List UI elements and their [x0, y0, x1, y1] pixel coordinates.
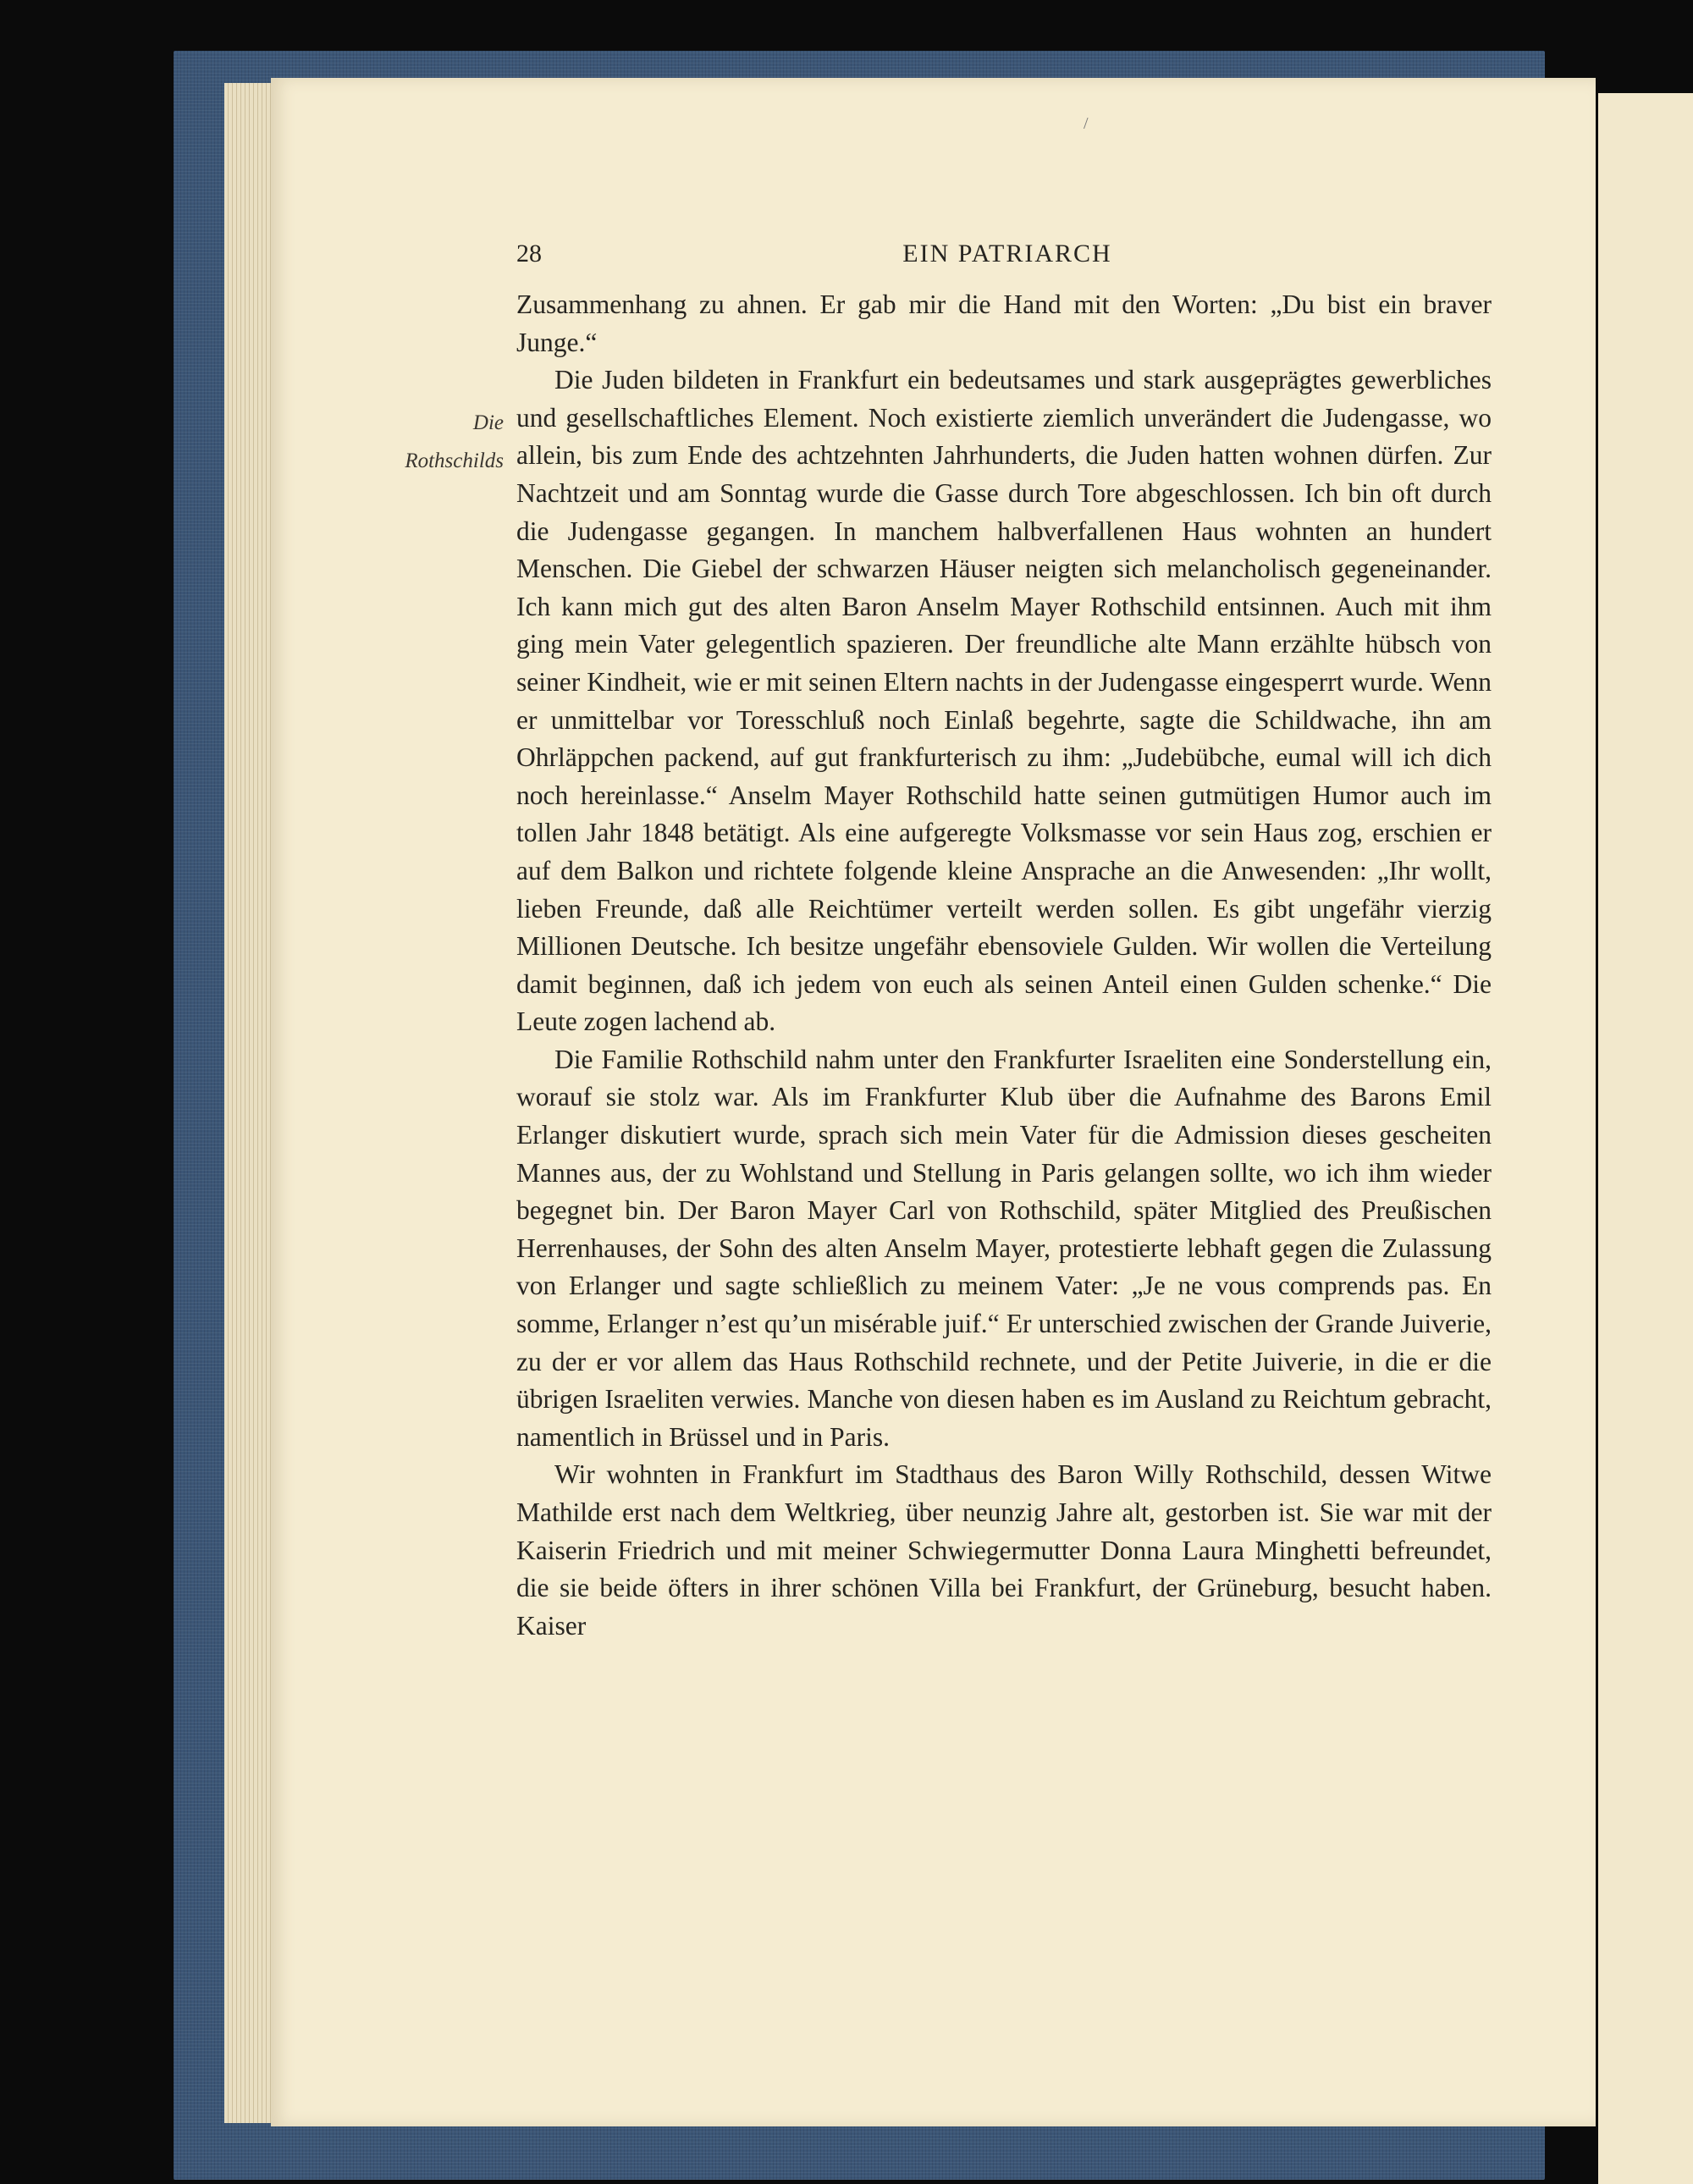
marginal-note [372, 405, 504, 480]
page-header [516, 240, 1498, 273]
body-text [516, 286, 1492, 1645]
paragraph: Zusammenhang zu ahnen. Er gab mir die Hand mit den Worten: „Du bist ein braver Junge.“ [516, 290, 1492, 357]
page-edges [224, 83, 275, 2123]
marginal-note-line: Die [472, 411, 504, 434]
paragraph: Die Familie Rothschild nahm unter den Frankfurter Israeliten eine Sonderstellung ein, worauf sie stolz war. Als im Frankfurter Klub über die Aufnahme des Barons Emil Erlanger diskutiert wurde, sprach sich mein Vater für die Admission dieses gescheiten Mannes aus, der zu Wohlstand und Stellung in Paris gelangen sollte, wo ich ihm wieder begegnet bin. Der Baron Mayer Carl von Rothschild, später Mitglied des Preußischen Herrenhauses, der Sohn des alten Anselm Mayer, protestierte lebhaft gegen die Zulassung von Erlanger und sagte schließlich zu meinem Vater: „Je ne vous comprends pas. En somme, Erlanger n’est qu’un misérable juif.“ Er unterschied zwischen der Grande Juiverie, zu der er vor allem das Haus Rothschild rechnete, und der Petite Juiverie, in die er die übrigen Israeliten verwies. Manche von diesen haben es im Ausland zu Reichtum gebracht, namentlich in Brüssel und in Paris. [516, 1044, 1492, 1452]
page-number: 28 [516, 240, 542, 267]
facing-page-edge [1598, 93, 1693, 2184]
paragraph: Wir wohnten in Frankfurt im Stadthaus des Baron Willy Rothschild, dessen Witwe Mathilde erst nach dem Weltkrieg, über neunzig Jahre alt, gestorben ist. Sie war mit der Kaiserin Friedrich und mit meiner Schwiegermutter Donna Laura Minghetti befreundet, die sie beide öfters in ihrer schönen Villa bei Frankfurt, der Grüneburg, besucht haben. Kaiser [516, 1459, 1492, 1641]
paragraph: Die Juden bildeten in Frankfurt ein bedeutsames und stark ausgeprägtes gewerbliches und gesellschaftliches Element. Noch existierte ziemlich unverändert die Judengasse, wo allein, bis zum Ende des achtzehnten Jahrhunderts, die Juden hatten wohnen dürfen. Zur Nachtzeit und am Sonntag wurde die Gasse durch Tore abgeschlossen. Ich bin oft durch die Judengasse gegangen. In manchem halbverfallenen Haus wohnten an hundert Menschen. Die Giebel der schwarzen Häuser neigten sich melancholisch gegeneinander. Ich kann mich gut des alten Baron Anselm Mayer Rothschild entsinnen. Auch mit ihm ging mein Vater gelegentlich spazieren. Der freundliche alte Mann erzählte hübsch von seiner Kindheit, wie er mit seinen Eltern nachts in der Judengasse eingesperrt wurde. Wenn er unmittelbar vor Toresschluß noch Einlaß begehrte, sagte die Schildwache, ihn am Ohrläppchen packend, auf gut frankfurterisch zu ihm: „Judebübche, eumal will ich dich noch hereinlasse.“ Anselm Mayer Rothschild hatte seinen gutmütigen Humor auch im tollen Jahr 1848 betätigt. Als eine aufgeregte Volksmasse vor sein Haus zog, erschien er auf dem Balkon und richtete folgende kleine Ansprache an die Anwesenden: „Ihr wollt, lieben Freunde, daß alle Reichtümer verteilt werden sollen. Es gibt ungefähr vierzig Millionen Deutsche. Ich besitze ungefähr ebensoviele Gulden. Wir wollen die Verteilung damit beginnen, daß ich jedem von euch als seinen Anteil einen Gulden schenke.“ Die Leute zogen lachend ab. [516, 365, 1492, 1037]
running-head: EIN PATRIARCH [902, 240, 1112, 267]
stray-mark: / [1084, 114, 1089, 133]
marginal-note-line: Rothschilds [405, 449, 504, 472]
